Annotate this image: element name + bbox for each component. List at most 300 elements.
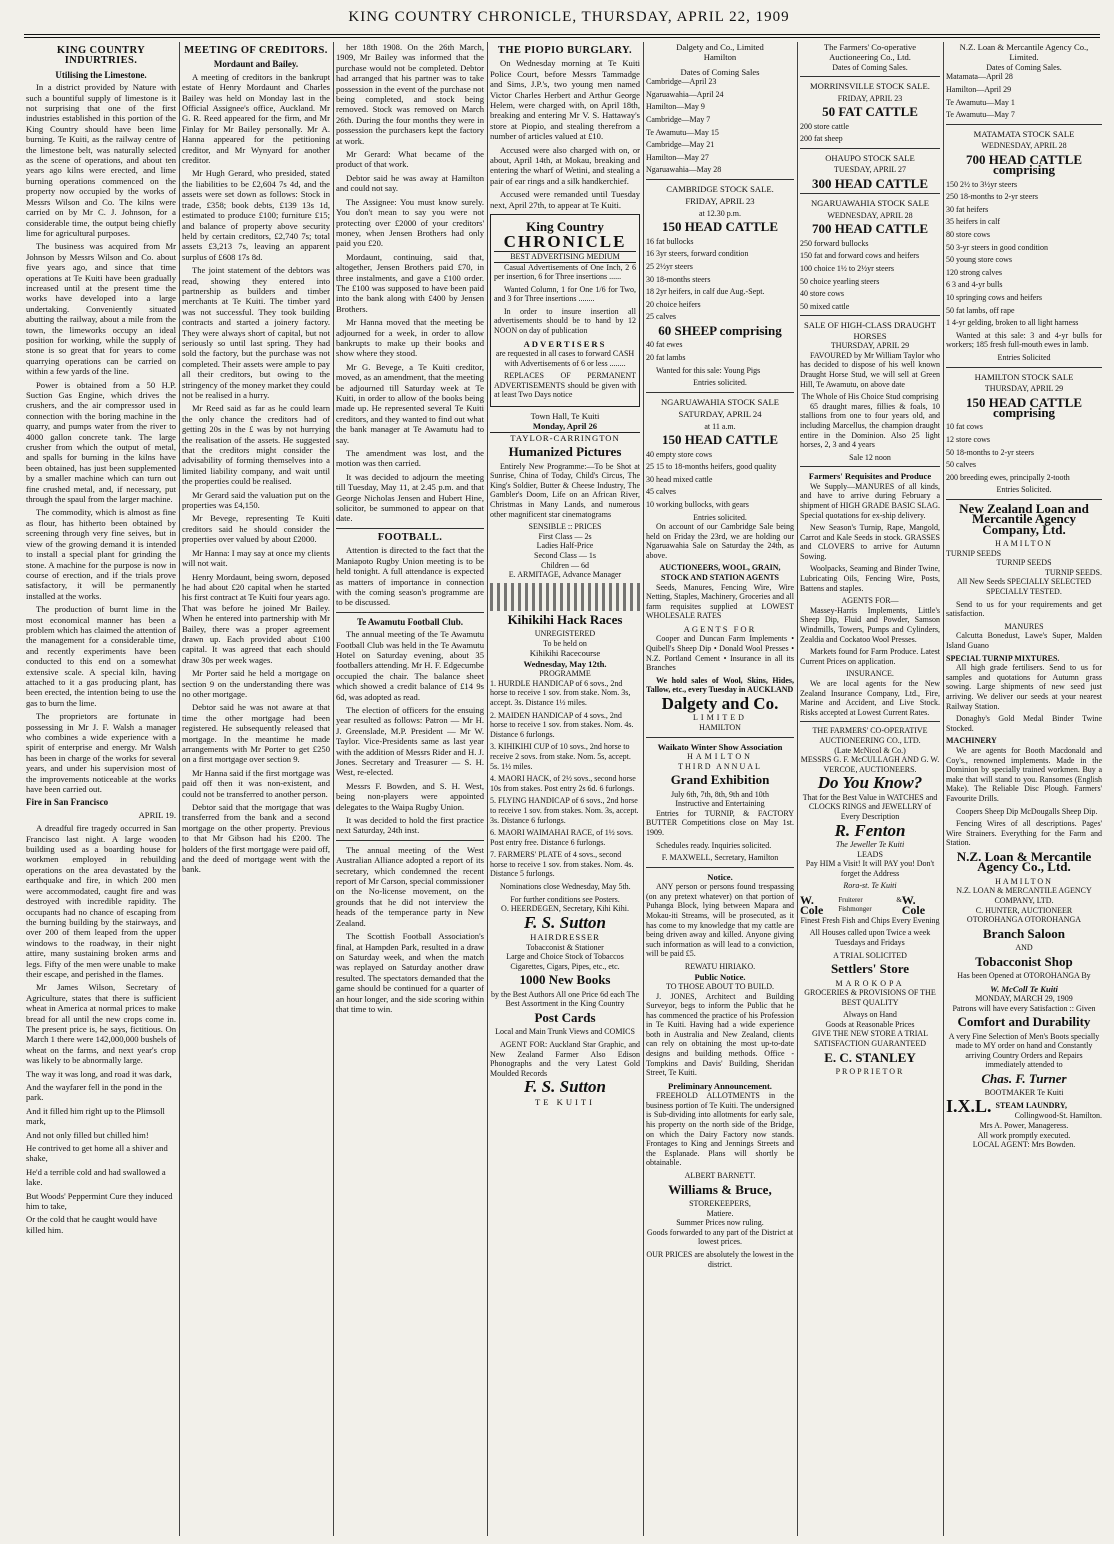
sale-items [946, 180, 1102, 328]
stock: Large and Choice Stock of Tobaccos Cigarettes, Cigars, Pipes, etc., etc. [506, 952, 624, 971]
coop: THE FARMERS' CO-OPERATIVE AUCTIONEERING CO., LTD. [812, 726, 928, 745]
race-item: 3. KIHIKIHI CUP of 10 sovs., 2nd horse to receive 2 sovs. from stake. Nom. 5s, accept. 5s. 1½ miles. [490, 742, 631, 771]
do-you-know: Do You Know? [817, 773, 923, 793]
settlers-store: Settlers' Store [830, 961, 910, 977]
donaghy: Donaghy's Gold Medal Binder Twine Stocked. [946, 714, 1102, 733]
nzloan-heading: N.Z. Loan & Mercantile Agency Co., Limited. [959, 42, 1089, 63]
sutton-heading: F. S. Sutton [524, 912, 606, 932]
paragraph: The Assignee: You must know surely. You don't mean to say you were not protecting over £2000 of your creditors' money, when Jensen Brothers had only paid you £20. [336, 196, 484, 249]
paragraph: In a district provided by Nature with such a bountiful supply of limestone is it not surprising that one of the first industries established in this portion of the King Country should have been lime burning. Te Kuiti, as the railway centre of the limestone belt, was naturally selected as the scene of operations, and about ten years ago kilns were erected, and lime burning operations commenced on the property now occupied by the works of Messrs Wilson and Co. The kilns were carried on by Mr C. J. Johnson, for a considerable time, the output being chiefly lime for agricultural purposes. [26, 82, 176, 238]
section-rule [946, 499, 1102, 500]
fenton: R. Fenton [834, 820, 906, 840]
verse-line: Or the cold that he caught would have killed him. [26, 1214, 158, 1235]
sale-item: 150 fat and forward cows and heifers [800, 251, 920, 261]
our-prices: OUR PRICES are absolutely the lowest in the district. [646, 1249, 794, 1269]
called: All Houses called upon Twice a week Tuesdays and Fridays [809, 928, 931, 947]
column-divider [487, 42, 488, 1536]
paper-name: King Country [526, 219, 604, 235]
hamilton: Hamilton [703, 52, 737, 63]
paragraph: The amendment was lost, and the motion was then carried. [336, 448, 484, 469]
dateline: APRIL 19. [138, 809, 176, 820]
supply: We Supply—MANURES of all kinds, and have to arrive during February a shipment of HIGH GRADE BASIC SLAG. Special quotations for ex-ship delivery. [800, 481, 940, 520]
article-title: FOOTBALL. [377, 531, 443, 543]
sale-item: 40 store cows [800, 289, 844, 299]
dates-title: Dates of Coming Sales. [832, 62, 908, 72]
sale-item: 30 fat heifers [946, 204, 989, 214]
verse-line: He contrived to get home all a shiver and shake, [26, 1143, 168, 1164]
column-3 [336, 42, 484, 1536]
always: Always on Hand [843, 1010, 897, 1020]
advertising-box [490, 214, 640, 407]
sale-item: 250 forward bullocks [800, 238, 869, 248]
sale-item: 35 heifers in calf [946, 217, 1000, 227]
column-divider [333, 42, 334, 1536]
date-item: Te Awamutu—May 15 [646, 127, 719, 137]
hamilton: HAMILTON [699, 723, 741, 732]
barnett: ALBERT BARNETT. [684, 1171, 756, 1180]
send-to-us: Send to us for your requirements and get satisfaction. [946, 599, 1102, 619]
limited: LIMITED [693, 713, 747, 723]
sale-items [946, 422, 1102, 482]
sale-item: 20 fat lambs [646, 352, 686, 362]
further-conditions: For further conditions see Posters. [510, 894, 620, 904]
sale-item: 100 choice 1½ to 2½yr steers [800, 264, 894, 273]
patrons: Patrons will have every Satisfaction :: Given [952, 1003, 1096, 1013]
goods: Goods at Reasonable Prices [825, 1019, 915, 1029]
paragraph: The annual meeting of the West Australian Alliance adopted a report of its secretary, which condemned the recent report of Mr Carson, special commissioner on the No-license movement, on the grounds that he did not interview the heads of the temperance party in New Zealand. [336, 844, 484, 928]
sale-items [800, 122, 940, 144]
sale-date: TUESDAY, APRIL 27 [834, 165, 906, 175]
paragraph: Accused were remanded until Tuesday next, April 27th, to appear at Te Kuiti. [490, 189, 640, 210]
sale-item: 45 calves [646, 487, 676, 497]
column-4 [490, 42, 640, 1536]
sheep-items [646, 340, 794, 362]
sale-items [646, 237, 794, 322]
verse-line: The way it was long, and road it was dark, [26, 1068, 172, 1079]
all-new-seeds: All New Seeds SPECIALLY SELECTED SPECIALLY TESTED. [956, 577, 1091, 597]
sale-item: 10 springing cows and heifers [946, 292, 1042, 302]
paragraph: Power is obtained from a 50 H.P. Suction Gas Engine, which drives the crushers, and the air compressor used in connection with the boring machine in the quarry, and pumps water from the river to 4000 gallon concrete tank. The large crusher from which the output of metal, and spalls for burning in the kilns have been obtained, has just been supplemented by a smaller machine which can turn out fine crushed metal, and, if necessary, put through the spaul from the larger machine. [26, 379, 176, 505]
price-second: Second Class — 1s [534, 551, 596, 560]
verse-line: And the wayfarer fell in the pond in the park. [26, 1082, 163, 1103]
paragraph: Accused were also charged with on, or about, April 14th, at Mokau, breaking and entering the wharf of Wetini, and stealing a pair of ear rings and a silk handkerchief. [490, 144, 640, 186]
paragraph: The annual meeting of the Te Awamutu Football Club was held in the Te Awamutu Hotel on Saturday evening, about 35 footballers attending. Mr H. F. Edgecumbe occupied the chair. The balance sheet which showed a credit balance of £14 9s 6d, was adopted as read. [336, 629, 484, 702]
sale-items [800, 239, 940, 312]
sale-item: 200 store cattle [800, 121, 849, 131]
rora: Rora-st. Te Kuiti [843, 881, 897, 891]
paragraph: Debtor said he was away at Hamilton and could not say. [336, 172, 484, 194]
dates-list [946, 72, 1102, 119]
paragraph: Mr Reed said as far as he could learn the only chance the creditors had of getting 20s in the £ was by not hurrying the realisation of the assets. He suggested that the creditors might consider the advisability of forming themselves into a limited liability company, and wait until the properties could be realised. [182, 403, 330, 487]
whole-stud: The Whole of His Choice Stud comprising [801, 392, 939, 402]
unregistered: UNREGISTERED [534, 629, 596, 639]
stanley: E. C. STANLEY [824, 1049, 916, 1065]
article-subtitle: Utilising the Limestone. [55, 69, 147, 80]
sale-item: 200 fat sheep [800, 134, 843, 144]
verse-line: And it filled him right up to the Plimsoll mark, [26, 1105, 165, 1127]
paragraph: Debtor said he was not aware at that time the other mortgage had been registered. He subsequently released that mortgage. In the meantime he made arrangements with Mr Porter to get £250 on a first mortgage over section 9. [182, 702, 330, 765]
column-7 [946, 42, 1102, 1536]
maxwell: F. MAXWELL, Secretary, Hamilton [661, 853, 779, 863]
paragraph: Mr G. Bevege, a Te Kuiti creditor, moved, as an amendment, that the meeting be adjourned till Saturday week at Te Kuiti, in order to allow of the books being made up. He represented several Te Kuiti creditors, and they wanted to find out what the bank manager at Te Awamutu had to say. [336, 361, 484, 445]
sale-item: 40 empty store cows [646, 449, 712, 459]
paragraph: Mr Gerard said the valuation put on the properties was £4,150. [182, 489, 330, 511]
show-date: Monday, April 26 [532, 421, 598, 432]
section-rule [800, 466, 940, 467]
grand-exhibition: Grand Exhibition [670, 772, 770, 788]
verse-line: And not only filled but chilled him! [26, 1129, 149, 1140]
sale-item: 50 young store cows [946, 255, 1012, 265]
paragraph: Mr Hanna: I may say at once my clients will not wait. [182, 547, 330, 569]
date-item: Ngaruawahia—April 24 [646, 89, 724, 99]
racecourse: Kihikihi Racecourse [529, 648, 601, 659]
third-annual: THIRD ANNUAL [678, 761, 762, 771]
sale-item: 50 calves [946, 460, 976, 470]
jones-notice: J. JONES, Architect and Building Surveyor, begs to inform the Public that he has commenced the practice of his Profession in Te Kuiti. Having had a wide experience both in Australia and New Zealand, clients can rely on obtaining the most up-to-date designs and building methods. Office - Tompkins and Davis' Building, Sheridan Street, Te Kuiti. [646, 991, 794, 1078]
woolpacks: Woolpacks, Seaming and Binder Twine, Lubricating Oils, Fencing Wire, Posts, Battens and staples. [800, 564, 940, 593]
hc-date: THURSDAY, APRIL 29 [830, 341, 910, 351]
paragraph: It was decided to hold the first practice next Saturday, 24th inst. [336, 815, 484, 836]
humanized-pictures: Humanized Pictures [508, 444, 622, 460]
turnip-1: TURNIP SEEDS [946, 548, 1002, 558]
sale-date: FRIDAY, APRIL 23 [837, 93, 903, 103]
sale-time: at 12.30 p.m. [699, 208, 741, 218]
race-item: 7. FARMERS' PLATE of 4 sovs., second horse to receive 1 sov. from stakes. Nom. 4s. Distance 5 furlongs. [490, 850, 634, 879]
entries: Entries solicited. [693, 512, 747, 522]
coopers: Coopers Sheep Dip McDougalls Sheep Dip. [956, 806, 1098, 816]
goods-forwarded: Goods forwarded to any part of the District at lowest prices. [646, 1227, 794, 1247]
agents-heading: AGENTS FOR [683, 624, 757, 635]
paragraph: Mr Bevege, representing Te Kuiti creditors said he should consider the properties over valued by about £2000. [182, 513, 330, 545]
race-illustration [490, 583, 640, 611]
column-divider [797, 42, 798, 1536]
collingwood: Collingwood-St. Hamilton. [1014, 1111, 1102, 1121]
dates-title: Dates of Coming Sales [680, 66, 760, 77]
storekeepers: STOREKEEPERS, [689, 1199, 751, 1208]
article-title: THE PIOPIO BURGLARY. [497, 45, 633, 56]
paragraph: Henry Mordaunt, being sworn, deposed he had about £20 capital when he started his first contract at Te Kuiti four years ago. That was before he joined Mr Bailey. When he entered into partnership with Mr Bailey, there was a proper agreement drawn up. Each provided about £100 capital. It was agreed that each should draw 30s per week wages. [182, 571, 330, 665]
high-class-sale: SALE OF HIGH-CLASS DRAUGHT HORSES [803, 320, 936, 341]
sheep-head: 60 SHEEP comprising [658, 322, 782, 338]
sale-head: 300 HEAD CATTLE [811, 176, 929, 191]
sale-item: 6 3 and 4-yr bulls [946, 280, 1003, 290]
exhibition-dates: July 6th, 7th, 8th, 9th and 10th [671, 789, 769, 799]
column-divider [179, 42, 180, 1536]
paragraph: It was decided to adjourn the meeting till Tuesday, May 11, at 2.45 p.m. and that George Nicholas Jensen and Hubert Hine, solicitor, be summoned to appear on that date. [336, 471, 484, 524]
wanted: Wanted for this sale: Young Pigs [656, 365, 761, 375]
dates-list [646, 77, 794, 175]
agent-for: AGENT FOR: Auckland Star Graphic, and New Zealand Farmer Also Edison Phonographs and the very Latest Gold Moulded Records [490, 1040, 640, 1078]
entries: Entries solicited. [693, 378, 747, 388]
sale-date: FRIDAY, APRIL 23 [685, 196, 755, 207]
entries: Entries Solicited [997, 352, 1051, 362]
date-item: Cambridge—April 23 [646, 77, 717, 87]
insurance-text: We are local agents for the New Zealand Insurance Company, Ltd., Fire, Marine and Accident, and Live Stock. Risks accepted at Lowest Current Rates. [800, 679, 940, 717]
requisites: Farmers' Requisites and Produce [808, 471, 932, 482]
local-agent: LOCAL AGENT: Mrs Bowden. [972, 1140, 1076, 1150]
article-title: KING COUNTRY INDURTRIES. [56, 45, 146, 67]
paragraph: The election of officers for the ensuing year resulted as follows: Patron — Mr H. J. Greenslade, M.P. President — Mr W. Taylor. Vice-Presidents same as last year with the addition of Messrs Rider and H. J. Jones. Secretary and Treasurer — S. H. West, re-elected. [336, 704, 484, 778]
race-list [490, 679, 640, 879]
race-item: 5. FLYING HANDICAP of 6 sovs., 2nd horse to receive 1 sov. from stakes. Nom. 3s, accept. 3s. Distance 6 furlongs. [490, 796, 639, 825]
all-work: All work promptly executed. [977, 1130, 1071, 1140]
sale-item: 150 2½ to 3½yr steers [946, 179, 1018, 189]
jeweller: The Jeweller Te Kuiti [835, 839, 905, 849]
section-rule [646, 867, 794, 868]
williams-bruce: Williams & Bruce, [668, 1181, 772, 1197]
wanted-rates: Wanted Column, 1 for One 1/6 for Two, and 3 for Three insertions ........ [494, 284, 636, 304]
manures-list: Calcutta Bonedust, Lawe's Super, Malden Island Guano [946, 631, 1102, 651]
sale-title: MORRINSVILLE STOCK SALE. [810, 81, 930, 92]
wanted: Wanted at this sale: 3 and 4-yr bulls for workers; 185 fresh full-mouth ewes in lamb. [946, 330, 1102, 350]
and: AND [1015, 943, 1033, 953]
mccoll: W. McColl Te Kuiti [990, 983, 1058, 994]
best-value: That for the Best Value in WATCHES and CLOCKS RINGS and JEWELLRY of Every Description [802, 792, 938, 821]
sale-items [646, 450, 794, 510]
sale-head: 150 HEAD CATTLE comprising [965, 394, 1083, 420]
paragraph: Messrs F. Bowden, and S. H. West, being non-players were appointed delegates to the Waipa Rugby Union. [336, 780, 484, 812]
paragraph: Mordaunt, continuing, said that, altogether, Jensen Brothers paid £70, in three instalments, and gave a £100 order. The £100 was supposed to have been paid into the bank along with £400 by Jensen Brothers. [336, 251, 484, 314]
paragraph: Attention is directed to the fact that the Maniapoto Rugby Union meeting is to be held tonight. A full attendance is expected as matters of importance in connection with the coming season's programme are to be discussed. [336, 545, 484, 608]
special-turnip: SPECIAL TURNIP MIXTURES. [946, 653, 1060, 663]
hairdresser: HAIRDRESSER [530, 932, 600, 943]
held: To be held on [543, 638, 587, 648]
fencing: Fencing Wires of all descriptions. Pages' Wire Strainers. Everything for the Farm and Station. [946, 819, 1102, 848]
prices: SENSIBLE :: PRICES [528, 522, 602, 532]
favoured: FAVOURED by Mr William Taylor who has decided to dispose of his well known Draught Horse Stud, we will sell at Green Hill, Te Awamutu, on above date [800, 350, 940, 389]
race-date: Wednesday, May 12th. [523, 658, 607, 669]
bootmaker: BOOTMAKER Te Kuiti [984, 1088, 1064, 1098]
dalgety-heading: Dalgety and Co., Limited [676, 42, 764, 52]
monday: MONDAY, MARCH 29, 1909 [975, 994, 1073, 1004]
verse-line: But Woods' Peppermint Cure they induced him to take, [26, 1190, 173, 1212]
leads: LEADS [857, 849, 883, 859]
auctioneers: AUCTIONEERS, WOOL, GRAIN, STOCK AND STATION AGENTS [659, 563, 781, 583]
give-trial: GIVE THE NEW STORE A TRIAL SATISFACTION GUARANTEED [811, 1029, 929, 1049]
sale-item: 16 fat bullocks [646, 236, 694, 246]
column-1 [26, 42, 176, 1536]
rewatu: REWATU HIRIAKO. [684, 961, 756, 971]
section-rule [946, 124, 1102, 125]
section-rule [646, 179, 794, 180]
paragraph: Mr Porter said he held a mortgage on section 9 on the understanding there was no other mortgage. [182, 668, 330, 699]
sale-item: 30 head mixed cattle [646, 474, 713, 484]
cole-left: W. Cole [800, 892, 824, 918]
turnip-3: TURNIP SEEDS. [1044, 567, 1102, 577]
section-rule [800, 721, 940, 722]
masthead-rule-2 [24, 37, 1100, 38]
programme: Entirely New Programme:—To be Shot at Sunrise, China of Today, Child's Circus, The King's Soldier, Butter & Cheese Industry, The Gambler's Doom, Life on an African River, Christmas in Many Lands, and numerous other magnificent star cinematograms [490, 461, 640, 519]
sale-item: 25 2½yr steers [646, 261, 693, 271]
stud-list: 65 draught mares, fillies & foals, 10 stallions from one to four years old, and including Marcellus, the champion draught entire in the Dominion. Also 25 light horses, 2, 3 and 4 years [800, 401, 940, 450]
sale-item: 50 mixed cattle [800, 301, 850, 311]
hamilton: HAMILTON [995, 876, 1053, 886]
column-6 [800, 42, 940, 1536]
verse-line: He'd a terrible cold and had swallowed a lake. [26, 1166, 166, 1188]
preliminary: Preliminary Announcement. [668, 1080, 772, 1091]
sale-time: at 11 a.m. [704, 421, 736, 431]
turner: Chas. F. Turner [981, 1071, 1067, 1087]
sale-item: 25 calves [646, 312, 676, 322]
cole-right: W. Cole [901, 892, 926, 918]
farmers-heading: The Farmers' Co-operative Auctioneering Co., Ltd. [823, 42, 917, 63]
date-item: Te Awamutu—May 7 [946, 110, 1015, 120]
messrs: MESSRS G. F. McCULLAGH AND G. W. VERCOE, AUCTIONEERS. [800, 755, 940, 774]
notice-heading: Notice. [707, 871, 733, 882]
markets: Markets found for Farm Produce. Latest Current Prices on application. [800, 647, 940, 666]
section-rule [946, 367, 1102, 368]
insurance-heading: INSURANCE. [846, 669, 894, 679]
nzloan-4: N.Z. LOAN & MERCANTILE AGENCY COMPANY, LTD. [956, 886, 1092, 905]
nzloan-big: New Zealand Loan and Mercantile Agency Company, Ltd. [959, 500, 1089, 537]
section-rule [800, 148, 940, 149]
column-divider [943, 42, 944, 1536]
article-title-fire: Fire in San Francisco [26, 797, 109, 808]
schedules: Schedules ready. Inquiries solicited. [656, 840, 772, 850]
instructive: Instructive and Entertaining [675, 799, 765, 809]
sale-item: 200 breeding ewes, principally 2-tooth [946, 472, 1070, 482]
sale-title: CAMBRIDGE STOCK SALE. [666, 183, 774, 194]
paragraph: A dreadful fire tragedy occurred in San Francisco last night. A large wooden building used as a boarding house for workmen employed in rebuilding operations on the area devastated by the earthquake and fire, in which 200 men were accommodated, caught fire and was destroyed with incredible rapidity. The occupants had no chance of escaping from the burning building by the stairways, and over 200 of them leaped from the upper windows to the roadway, in their night attire, many sustaining broken arms and legs. Fifty of the men were unable to make their escape, and perished in the flames. [26, 823, 176, 979]
books-sub: by the Best Authors All one Price 6d each The Best Assortment in the King Country [490, 989, 640, 1009]
entries: Entries Solicited. [996, 485, 1052, 495]
casual-rates: Casual Advertisements of One Inch, 2 6 per insertion, 6 for Three insertions ...... [494, 262, 636, 282]
race-secretary: O. HEERDEGEN, Secretary, Kihi Kihi. [501, 904, 629, 914]
sale-title: HAMILTON STOCK SALE [974, 371, 1074, 382]
section-rule [336, 528, 484, 529]
proprietor: PROPRIETOR [835, 1067, 905, 1077]
sale-item: 20 choice heifers [646, 299, 701, 309]
race-item: 1. HURDLE HANDICAP of 6 sovs., 2nd horse to receive 1 sov. from stake. Nom. 3s, accept. 3s. Distance 1½ miles. [490, 678, 631, 707]
sale-item: 50 fat lambs, off rape [946, 305, 1015, 315]
sale-date: WEDNESDAY, APRIL 28 [981, 141, 1067, 151]
sale-item: 10 working bullocks, with gears [646, 499, 749, 509]
post-cards: Post Cards [534, 1010, 596, 1026]
sale-item: 250 18-months to 2-yr steers [946, 192, 1038, 202]
new-books: 1000 New Books [519, 972, 611, 988]
paragraph: her 18th 1908. On the 26th March, 1909, Mr Bailey was informed that the purchase would not be completed. Debtor had arranged that his partner was to take possession in the event of the purchase not being completed, and stock being removed. Stock was removed on March 26th. During the four months they were in possession the purchasers kept the factory at work. [336, 42, 484, 146]
otorohanga: OTOROHANGA OTOROHANGA [966, 915, 1082, 925]
nzloan-3: N.Z. Loan & Mercantile Agency Co., Ltd. [956, 848, 1092, 875]
sale-item: 18 2yr heifers, in calf due Aug.-Sept. [646, 287, 765, 297]
boots: A very Fine Selection of Men's Boots specially made to MY order on hand and Constantly arriving Country Orders and Repairs immediately attended to [948, 1031, 1100, 1070]
sale-date: THURSDAY, APRIL 29 [984, 383, 1064, 393]
groceries: GROCERIES & PROVISIONS OF THE BEST QUALITY [804, 988, 936, 1007]
massey: Massey-Harris Implements, Little's Sheep Dip, Fluid and Powder, Samson Windmills, Towers, Pumps and Cylinders, Zealdia and Cockatoo Wool Presses. [800, 605, 940, 644]
tobacconist: Tobacconist & Stationer [526, 942, 604, 952]
race-item: 6. MAORI WAIMAHAI RACE, of 1½ sovs. Post entry free. Distance 6 furlongs. [490, 828, 633, 847]
sale-head: 700 HEAD CATTLE comprising [965, 151, 1083, 178]
race-item: 4. MAORI HACK, of 2½ sovs., second horse 10s from stakes. Post entry 2s 6d. 6 furlongs. [490, 774, 636, 793]
sale-item: 50 choice yearling steers [800, 276, 880, 286]
tobacconist-shop: Tobacconist Shop [975, 953, 1073, 969]
paragraph: A meeting of creditors in the bankrupt estate of Henry Mordaunt and Charles Bailey was held on Monday last in the Official Assignee's office, Auckland. Mr G. R. Reed appeared for the firm, and Mr Finlay for Mr Bailey personally. Mr A. Hanna appeared for the petitioning creditor, and Mr Wynyard for another creditor. [182, 71, 330, 166]
sale-item: 1 4-yr gelding, broken to all light harness [946, 318, 1079, 328]
paragraph: The production of burnt lime in the most economical manner has been a problem which has claimed the attention of the management for a considerable time, and recently experiments have been conducted to this end on a somewhat extensive scale. A special kiln, having attached to it a gas producing plant, has been erected, the intention being to use the gas to burn the lime. [26, 604, 176, 708]
sale-title: OHAUPO STOCK SALE [825, 153, 915, 163]
column-2 [182, 42, 330, 1536]
pay-visit: Pay HIM a Visit! It will PAY you! Don't forget the Address [805, 859, 935, 878]
cole-row [800, 892, 940, 918]
date-item: Matamata—April 28 [946, 72, 1013, 82]
seeds: Seeds, Manures, Fencing Wire, Wire Netting, Staples, Machinery, Groceries and all farm requisites supplied at LOWEST WHOLESALE RATES [646, 582, 794, 621]
article-title: MEETING OF CREDITORS. [184, 45, 328, 56]
summer-prices: Summer Prices now ruling. [676, 1218, 764, 1228]
trial: A TRIAL SOLICITED [833, 950, 907, 960]
paragraph: Mr James Wilson, Secretary of Agriculture, states that there is sufficient wheat in America at normal prices to make bread for all until the new crops come in. The present price is, he says, fictitious. On March 1 there were 142,000,000 bushels of wheat on the farms, and next year's crop was likely to be abnormally large. [26, 982, 176, 1066]
public-notice: Public Notice. [694, 971, 746, 982]
masthead-rule [24, 34, 1100, 35]
machinery-heading: MACHINERY [946, 736, 997, 746]
turnip-seeds: New Season's Turnip, Rape, Mangold, Carrot and Kale Seeds in stock. GRASSES and CLOVERS to arrive for Autumn Sowing. [800, 523, 940, 561]
sale-item: 10 fat cows [946, 422, 983, 432]
section-rule [800, 193, 940, 194]
date-item: Te Awamutu—May 1 [946, 97, 1015, 107]
insure-notice: In order to insure insertion all advertisements should be to hand by 12 NOON on day of publication [494, 306, 636, 336]
sale-item: 40 fat ewes [646, 340, 683, 350]
waikato: Waikato Winter Show Association [657, 741, 783, 752]
masthead-title: KING COUNTRY CHRONICLE, THURSDAY, APRIL 22, 1909 [348, 9, 790, 25]
section-rule [336, 612, 484, 613]
paragraph: The commodity, which is almost as fine as flour, has hitherto been obtained by screening through very fine seives, but in view of the growing demand it is intended to install a special plant for grinding the stone. A machine for the purpose is now in course of erection, and if the trials prove satisfactory, it will be permanently installed at the works. [26, 507, 176, 601]
replaces-notice: REPLACES OF PERMANENT ADVERTISEMENTS should be given with at least Two Days notice [494, 371, 636, 400]
paragraph: Mr Hanna moved that the meeting be adjourned for a week, in order to allow bankrupts to make up their books and show where they stood. [336, 317, 484, 359]
advertisers-heading: ADVERTISERS [523, 338, 607, 349]
account-notice: On account of our Cambridge Sale being held on Friday the 23rd, we are holding our Ngaruawahia Sale on Saturday the 24th, as above. [646, 522, 794, 560]
opened: Has been Opened at OTOROHANGA By [957, 971, 1091, 981]
armitage: E. ARMITAGE, Advance Manager [508, 570, 622, 580]
column-5 [646, 42, 794, 1536]
paper-name-chronicle: CHRONICLE [503, 231, 627, 251]
sale-head: 700 HEAD CATTLE [811, 221, 929, 237]
power: Mrs A. Power, Manageress. [979, 1121, 1069, 1131]
fruiterer: Fruiterer & Fishmonger [838, 895, 902, 914]
article-subtitle: Mordaunt and Bailey. [213, 59, 299, 70]
article-title: Te Awamutu Football Club. [356, 616, 464, 627]
turnip-2: TURNIP SEEDS [996, 558, 1052, 568]
sale-item: 120 strong calves [946, 267, 1002, 277]
price-ladies: Ladies Half-Price [536, 541, 594, 551]
agents-for: AGENTS FOR— [841, 596, 899, 606]
dalgety-big: Dalgety and Co. [661, 694, 779, 713]
column-divider [643, 42, 644, 1536]
paragraph: Mr Hugh Gerard, who presided, stated the liabilities to be £2,604 7s 4d, and the assets were set down as follows: Stock in trade, £358; book debts, £139 13s 1d, estimated to produce £100; furniture £15; and balance of property above security held by certain creditors, £2,740 7s; total assets £3,213 7s, leaving an apparent surplus of £608 17s 8d. [182, 168, 330, 262]
hamilton: HAMILTON [995, 539, 1053, 549]
paragraph: The joint statement of the debtors was read, showing they entered into partnership as builders and timber merchants at Te Kuiti. The timber yard was not successful. They took building contracts and started a joinery factory. They were always short of capital, but not seriously so until last spring. They had sold the factory, but the purchase was not completed. Their assets were ample to pay all their creditors, but owing to the stringency of the money market they could not be realised in a hurry. [182, 265, 330, 400]
paragraph: The proprietors are fortunate in possessing in Mr J. F. Walsh a manager who combines a wide experience with a spirit of enterprise and energy. Mr Walsh has been in charge of the works for several years, and under his supervision most of the improvements noticeable at the works have been carried out. [26, 711, 176, 795]
sale-title: MATAMATA STOCK SALE [973, 128, 1075, 139]
date-item: Hamilton—May 9 [646, 102, 705, 112]
te-kuiti: TE KUITI [534, 1096, 596, 1107]
sale-item: 50 3-yr steers in good condition [946, 242, 1048, 252]
price-first: First Class — 2s [538, 531, 592, 541]
paragraph: The Scottish Football Association's final, at Hampden Park, resulted in a draw on Saturday week, and when the match was replayed on Saturday another draw resulted. The spectators demanded that the game should be continued for a quarter of an hour longer, and the side scoring within that time to win. [336, 931, 484, 1014]
freehold: FREEHOLD ALLOTMENTS in the business portion of Te Kuiti. The undersigned is Sub-dividing into allotments for early sale, his property on the north side of the Bridge, on which the Dairy Factory now stands. Frontages to King and Jennings Streets and the Esplanade. Plans will shortly be obtainable. [646, 1091, 794, 1168]
section-rule [646, 392, 794, 393]
taylor-carrington: TAYLOR-CARRINGTON [490, 432, 640, 443]
sale-date: SATURDAY, APRIL 24 [678, 409, 762, 420]
fish: Finest Fresh Fish and Chips Every Evening [800, 915, 940, 925]
branch-saloon: Branch Saloon [983, 925, 1065, 941]
date-item: Cambridge—May 7 [646, 115, 711, 124]
sale-item: 80 store cows [946, 229, 990, 239]
sutton-footer: F. S. Sutton [524, 1077, 606, 1097]
sale-item: 16 3yr steers, forward condition [646, 249, 749, 259]
hall: Town Hall, Te Kuiti [530, 411, 600, 422]
paragraph: On Wednesday morning at Te Kuiti Police Court, before Messrs Tammadge and Sims, J.P.'s, two young men named Victor Charles Herbert and Arthur George Helem, were charged with, on April 18th, breaking and entering Mr V. S. Hattaway's store at Piopio, and stealing therefrom a number of articles valued at £10. [490, 58, 640, 142]
date-item: Hamilton—April 29 [946, 85, 1012, 94]
hunter: C. HUNTER, AUCTIONEER [975, 905, 1073, 915]
